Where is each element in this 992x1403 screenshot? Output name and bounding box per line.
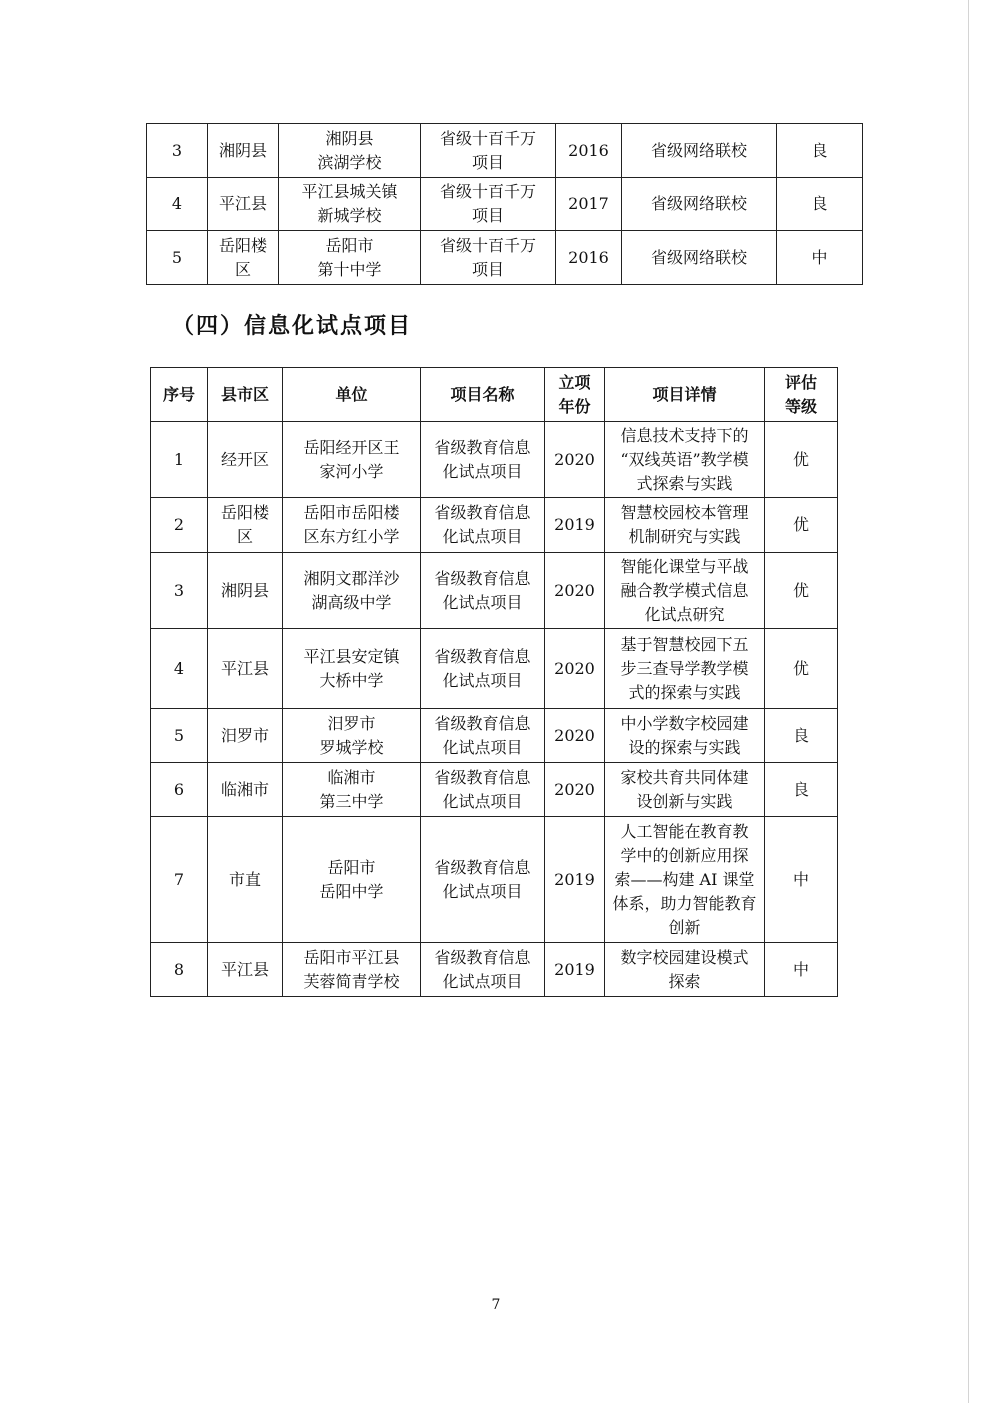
table-row [151,709,838,763]
cell-project-detail: 智能化课堂与平战 融合教学模式信息 化试点研究 [605,553,765,629]
cell-unit: 岳阳经开区王 家河小学 [283,422,421,498]
cell-index: 3 [147,124,208,178]
cell-county: 平江县 [208,629,283,709]
header-cell-unit: 单位 [283,368,421,422]
cell-year: 2020 [545,629,605,709]
table-row [147,178,863,231]
cell-project-name: 省级十百千万 项目 [421,178,556,231]
cell-grade: 优 [765,629,838,709]
table-row [147,124,863,178]
cell-index: 6 [151,763,208,817]
cell-project-detail: 省级网络联校 [622,231,777,285]
cell-county: 岳阳楼 区 [208,231,279,285]
table-row [151,817,838,943]
cell-grade: 良 [765,763,838,817]
cell-unit: 临湘市 第三中学 [283,763,421,817]
section-title: （四）信息化试点项目 [172,314,413,339]
cell-project-detail: 省级网络联校 [622,124,777,178]
cell-project-detail: 智慧校园校本管理 机制研究与实践 [605,498,765,553]
cell-project-name: 省级十百千万 项目 [421,231,556,285]
cell-unit: 岳阳市 岳阳中学 [283,817,421,943]
cell-project-name: 省级教育信息 化试点项目 [421,709,545,763]
cell-year: 2019 [545,498,605,553]
cell-grade: 中 [765,817,838,943]
table-row [151,498,838,553]
cell-county: 湘阴县 [208,124,279,178]
cell-project-name: 省级教育信息 化试点项目 [421,943,545,997]
cell-index: 1 [151,422,208,498]
cell-index: 2 [151,498,208,553]
cell-project-detail: 人工智能在教育教 学中的创新应用探 索——构建 AI 课堂 体系，助力智能教育 创新 [605,817,765,943]
header-cell-grade: 评估 等级 [765,368,838,422]
cell-county: 岳阳楼 区 [208,498,283,553]
cell-year: 2020 [545,763,605,817]
cell-unit: 岳阳市岳阳楼 区东方红小学 [283,498,421,553]
cell-unit: 平江县安定镇 大桥中学 [283,629,421,709]
header-cell-project-name: 项目名称 [421,368,545,422]
table-informatization-pilot [150,367,838,997]
cell-unit: 汨罗市 罗城学校 [283,709,421,763]
cell-year: 2016 [556,231,622,285]
table-row [151,763,838,817]
cell-project-name: 省级教育信息 化试点项目 [421,629,545,709]
cell-unit: 岳阳市平江县 芙蓉简青学校 [283,943,421,997]
cell-grade: 良 [765,709,838,763]
table-row [151,553,838,629]
cell-project-name: 省级教育信息 化试点项目 [421,422,545,498]
table-continued [146,123,863,285]
cell-year: 2020 [545,709,605,763]
cell-project-name: 省级教育信息 化试点项目 [421,763,545,817]
table-header-row [151,368,838,422]
header-cell-project-detail: 项目详情 [605,368,765,422]
cell-unit: 岳阳市 第十中学 [279,231,421,285]
cell-project-name: 省级教育信息 化试点项目 [421,498,545,553]
cell-unit: 平江县城关镇 新城学校 [279,178,421,231]
cell-county: 平江县 [208,178,279,231]
cell-index: 7 [151,817,208,943]
cell-project-detail: 家校共育共同体建 设创新与实践 [605,763,765,817]
cell-county: 汨罗市 [208,709,283,763]
cell-project-detail: 省级网络联校 [622,178,777,231]
table-row [151,943,838,997]
cell-index: 5 [147,231,208,285]
cell-grade: 优 [765,498,838,553]
cell-index: 4 [151,629,208,709]
cell-county: 湘阴县 [208,553,283,629]
cell-year: 2017 [556,178,622,231]
cell-index: 8 [151,943,208,997]
cell-year: 2016 [556,124,622,178]
cell-index: 4 [147,178,208,231]
header-cell-index: 序号 [151,368,208,422]
cell-project-name: 省级十百千万 项目 [421,124,556,178]
header-cell-county: 县市区 [208,368,283,422]
cell-grade: 优 [765,422,838,498]
cell-grade: 中 [765,943,838,997]
cell-index: 5 [151,709,208,763]
cell-year: 2019 [545,817,605,943]
cell-year: 2020 [545,553,605,629]
page-edge-line [968,0,969,1403]
table-row [151,422,838,498]
cell-index: 3 [151,553,208,629]
cell-grade: 良 [777,178,863,231]
cell-project-name: 省级教育信息 化试点项目 [421,817,545,943]
table-row [147,231,863,285]
cell-project-detail: 基于智慧校园下五 步三查导学教学模 式的探索与实践 [605,629,765,709]
cell-grade: 优 [765,553,838,629]
cell-grade: 中 [777,231,863,285]
page-number: 7 [491,1297,501,1313]
cell-county: 平江县 [208,943,283,997]
cell-project-name: 省级教育信息 化试点项目 [421,553,545,629]
cell-unit: 湘阴县 滨湖学校 [279,124,421,178]
cell-unit: 湘阴文郡洋沙 湖高级中学 [283,553,421,629]
cell-county: 经开区 [208,422,283,498]
header-cell-year: 立项 年份 [545,368,605,422]
cell-project-detail: 中小学数字校园建 设的探索与实践 [605,709,765,763]
cell-county: 临湘市 [208,763,283,817]
cell-project-detail: 信息技术支持下的 “双线英语”教学模 式探索与实践 [605,422,765,498]
cell-year: 2019 [545,943,605,997]
table-row [151,629,838,709]
cell-year: 2020 [545,422,605,498]
cell-grade: 良 [777,124,863,178]
cell-project-detail: 数字校园建设模式 探索 [605,943,765,997]
cell-county: 市直 [208,817,283,943]
